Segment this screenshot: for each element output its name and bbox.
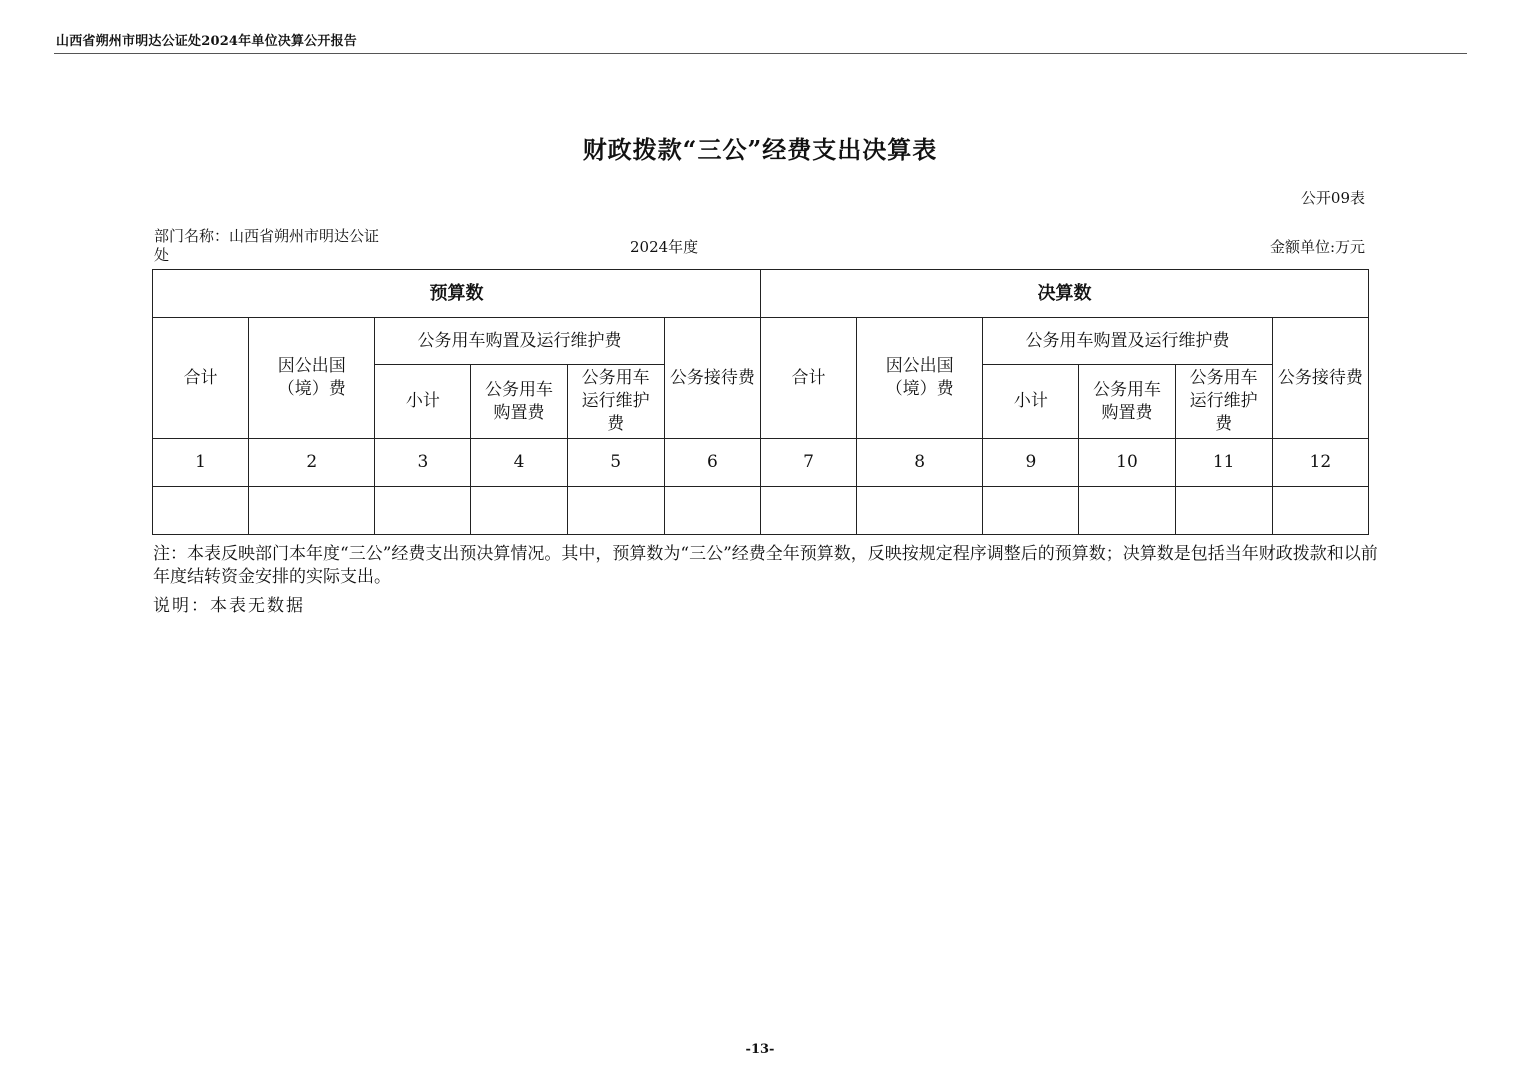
final-vehicle-purchase-header: 公务用车购置费: [1079, 365, 1175, 439]
column-index: 4: [471, 439, 567, 487]
column-index: 7: [760, 439, 856, 487]
form-code: 公开09表: [1300, 189, 1365, 207]
data-cell: [1272, 487, 1368, 535]
running-header: 山西省朔州市明达公证处2024年单位决算公开报告: [56, 34, 357, 49]
group-header-row: [153, 270, 1369, 318]
department-name: 部门名称：山西省朔州市明达公证处: [154, 227, 380, 264]
three-public-expenses-table: [152, 269, 1369, 535]
data-cell: [857, 487, 983, 535]
data-cell: [153, 487, 249, 535]
budget-total-header: 合计: [153, 318, 249, 439]
column-index: 2: [249, 439, 375, 487]
column-header-row: [153, 318, 1369, 365]
data-cell: [1079, 487, 1175, 535]
final-vehicle-maintenance-header: 公务用车运行维护费: [1175, 365, 1272, 439]
final-reception-header: 公务接待费: [1272, 318, 1368, 439]
column-index-row: [153, 439, 1369, 487]
table-note: 注：本表反映部门本年度“三公”经费支出预决算情况。其中，预算数为“三公”经费全年预算数，反映按规定程序调整后的预算数；决算数是包括当年财政拨款和以前年度结转资金安排的实际支出。: [153, 544, 1378, 587]
column-index: 5: [567, 439, 664, 487]
final-vehicle-header: 公务用车购置及运行维护费: [983, 318, 1272, 365]
column-index: 11: [1175, 439, 1272, 487]
data-cell: [664, 487, 760, 535]
budget-vehicle-header: 公务用车购置及运行维护费: [375, 318, 664, 365]
data-cell: [249, 487, 375, 535]
group-budget: 预算数: [153, 270, 761, 318]
final-abroad-header: 因公出国（境）费: [857, 318, 983, 439]
budget-vehicle-maintenance-header: 公务用车运行维护费: [567, 365, 664, 439]
document-title: 财政拨款“三公”经费支出决算表: [582, 135, 938, 164]
budget-vehicle-subtotal-header: 小计: [375, 365, 471, 439]
group-final: 决算数: [760, 270, 1368, 318]
header-rule: [54, 53, 1467, 54]
data-cell: [760, 487, 856, 535]
column-index: 8: [857, 439, 983, 487]
amount-unit: 金额单位:万元: [1269, 238, 1365, 256]
budget-reception-header: 公务接待费: [664, 318, 760, 439]
budget-vehicle-purchase-header: 公务用车购置费: [471, 365, 567, 439]
column-index: 3: [375, 439, 471, 487]
data-cell: [471, 487, 567, 535]
column-index: 1: [153, 439, 249, 487]
data-row: [153, 487, 1369, 535]
fiscal-year: 2024年度: [630, 238, 699, 256]
data-cell: [375, 487, 471, 535]
column-index: 12: [1272, 439, 1368, 487]
column-index: 6: [664, 439, 760, 487]
final-vehicle-subtotal-header: 小计: [983, 365, 1079, 439]
final-total-header: 合计: [760, 318, 856, 439]
page-number: -13-: [745, 1042, 775, 1057]
data-cell: [567, 487, 664, 535]
data-cell: [1175, 487, 1272, 535]
table-remark: 说明：本表无数据: [153, 596, 305, 616]
budget-abroad-header: 因公出国（境）费: [249, 318, 375, 439]
data-cell: [983, 487, 1079, 535]
column-index: 10: [1079, 439, 1175, 487]
column-index: 9: [983, 439, 1079, 487]
